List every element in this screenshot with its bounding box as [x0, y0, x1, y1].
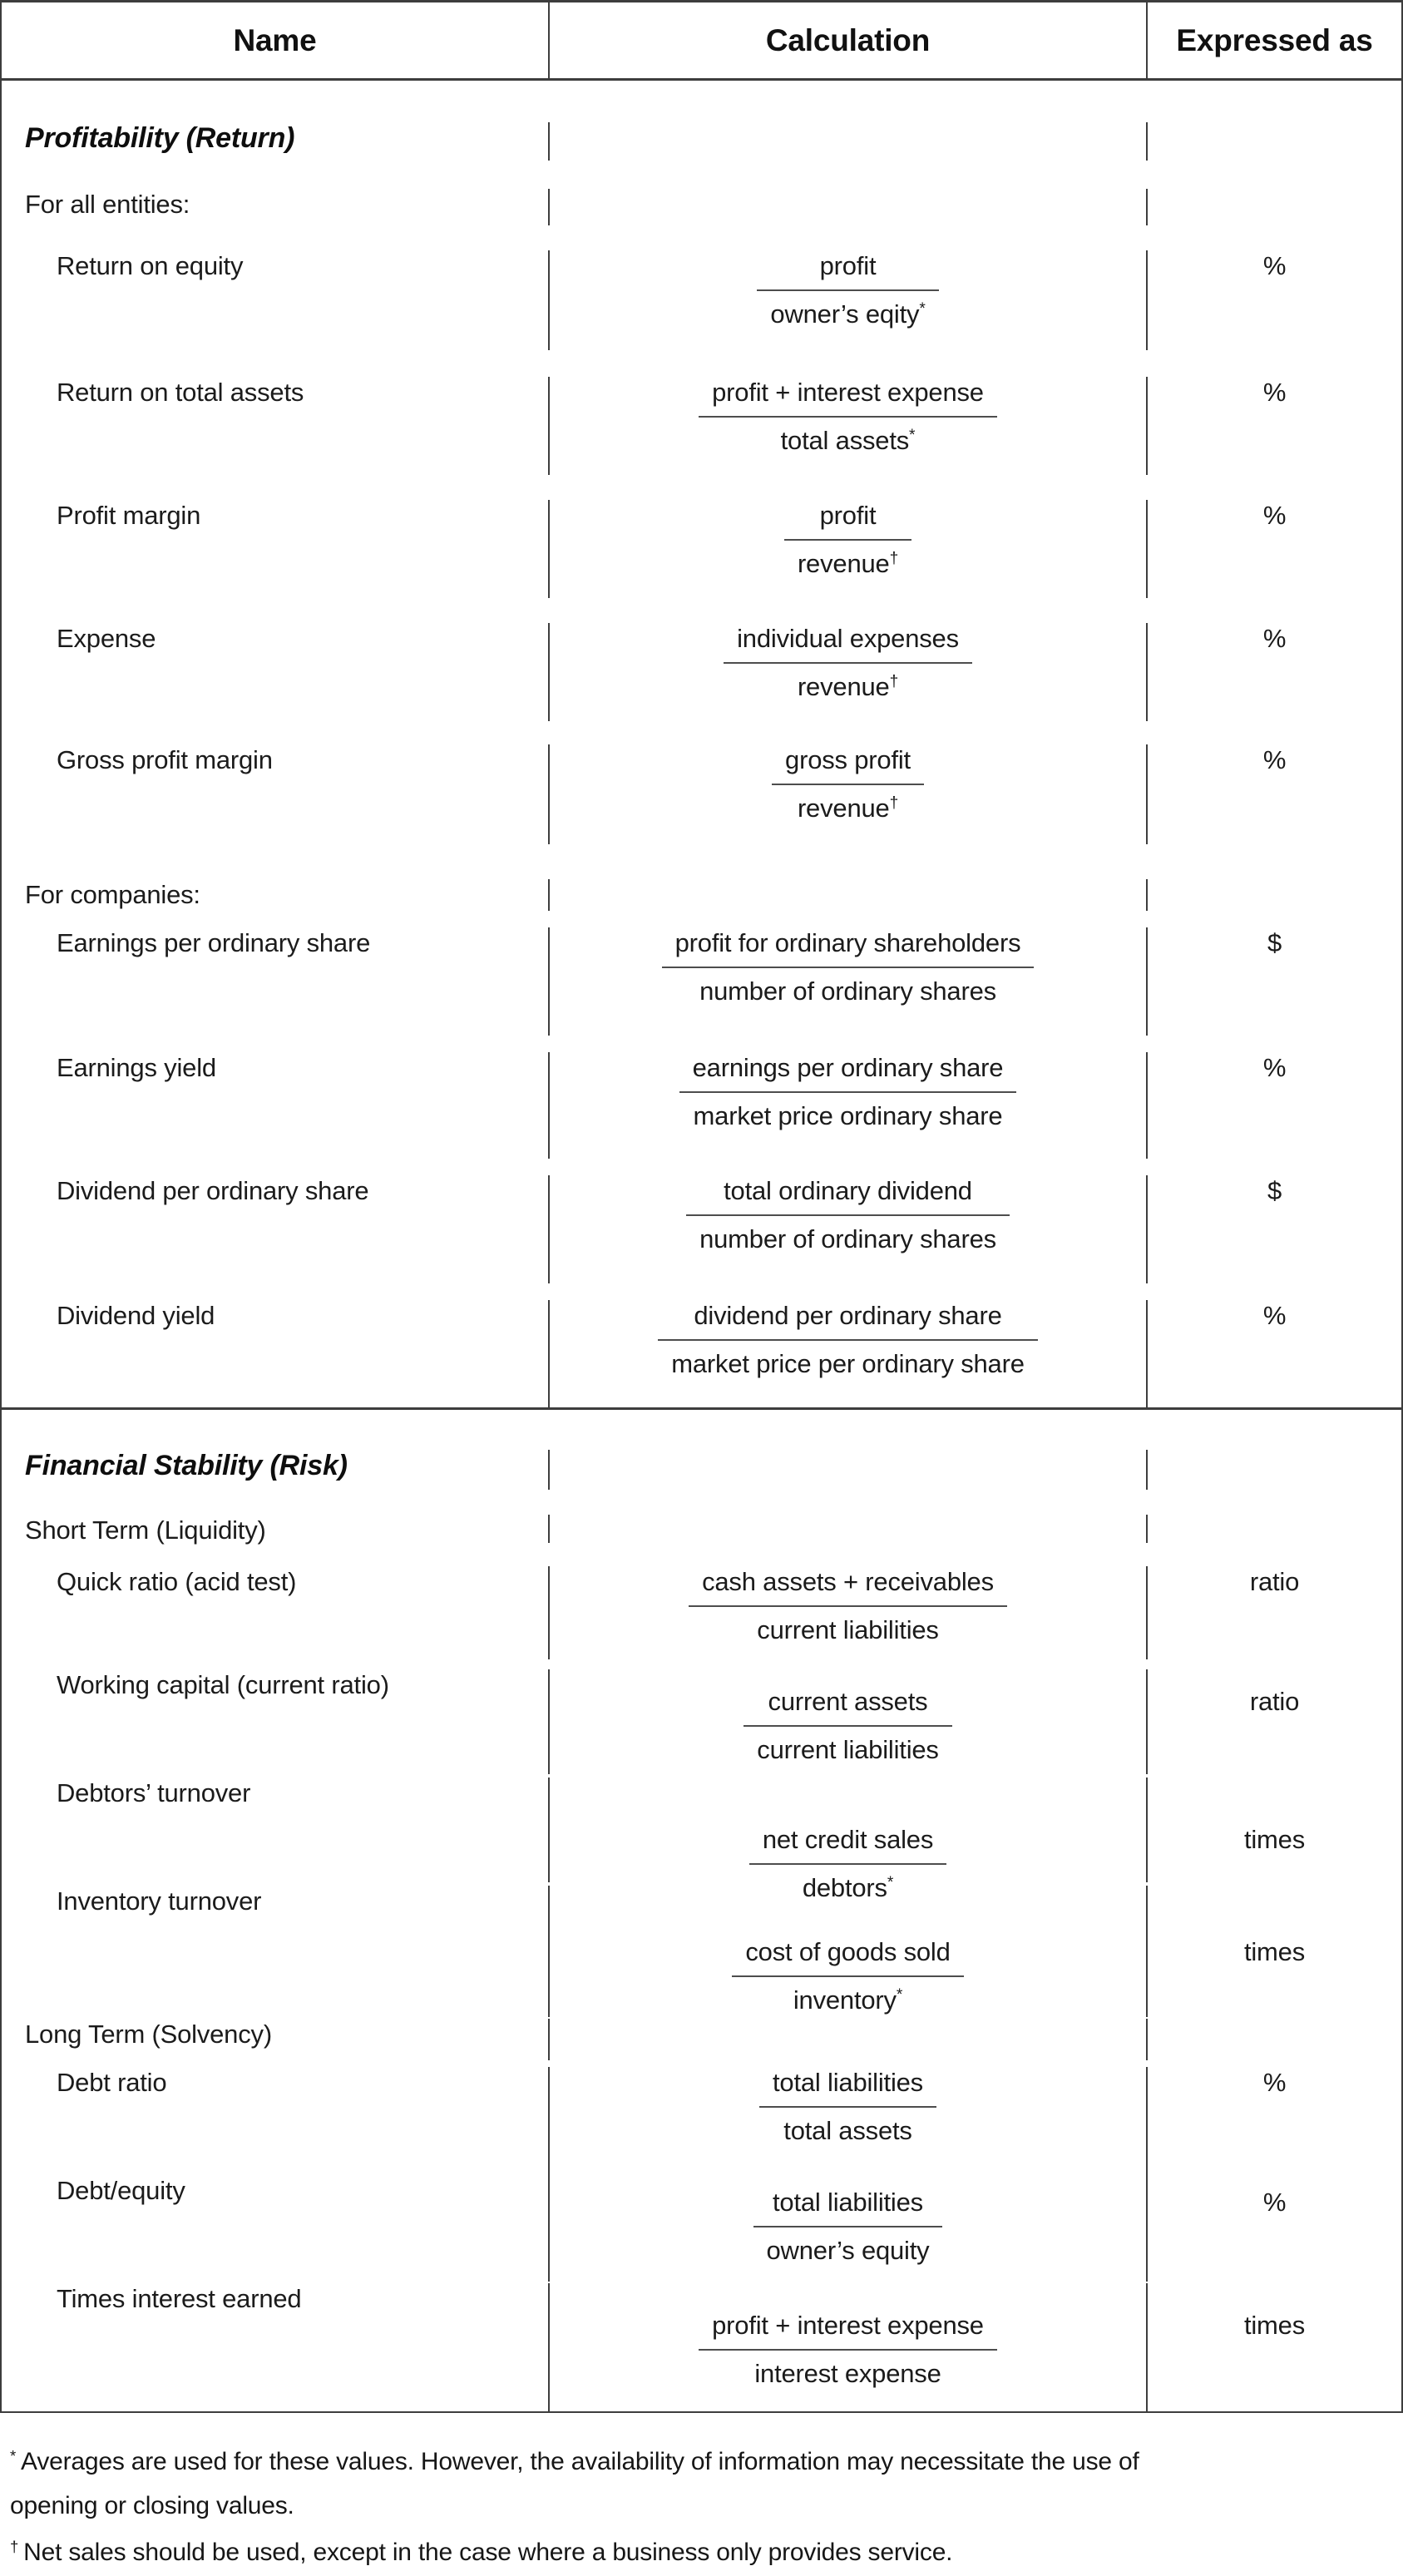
ratio-name: Working capital (current ratio) — [57, 1670, 389, 1699]
ratio-name: Earnings yield — [57, 1053, 216, 1082]
row-debt-equity — [2, 2175, 1401, 2282]
expressed-as-value: times — [1243, 2311, 1306, 2340]
fraction-denominator: interest expense — [754, 2359, 941, 2388]
fraction-denominator: revenue† — [797, 794, 899, 823]
ratio-name: Expense — [57, 624, 156, 653]
column-header-calculation: Calculation — [550, 2, 1148, 78]
footnote-asterisk — [10, 2441, 1233, 2527]
fraction-numerator: cost of goods sold — [732, 1936, 963, 1977]
expressed-as-value: ratio — [1249, 1687, 1300, 1716]
row-earnings-yield — [2, 1036, 1401, 1159]
expressed-as-value: % — [1262, 1053, 1287, 1082]
row-for-companies — [2, 844, 1401, 911]
ratio-name: Dividend yield — [57, 1301, 215, 1330]
column-header-name: Name — [2, 2, 550, 78]
fraction-denominator: current liabilities — [757, 1735, 939, 1764]
fraction-numerator: profit for ordinary shareholders — [662, 927, 1035, 968]
footnotes — [0, 2441, 1403, 2576]
fraction-denominator: inventory* — [793, 1985, 903, 2015]
calculation-fraction — [732, 1936, 963, 2020]
ratio-name: Inventory turnover — [57, 1886, 262, 1916]
row-profitability-return — [2, 81, 1401, 161]
footnote-marker: † — [889, 794, 899, 813]
calculation-fraction — [784, 500, 911, 584]
expressed-as-value: % — [1262, 378, 1287, 407]
ratio-name: Financial Stability (Risk) — [25, 1450, 348, 1481]
row-debt-ratio — [2, 2060, 1401, 2175]
expressed-as-value: $ — [1267, 1176, 1282, 1205]
fraction-numerator: current assets — [743, 1686, 951, 1727]
fraction-denominator: revenue† — [797, 672, 899, 701]
fraction-numerator: profit — [784, 500, 911, 541]
expressed-as-value: % — [1262, 1301, 1287, 1330]
ratio-name: Profitability (Return) — [25, 122, 295, 154]
fraction-denominator: number of ordinary shares — [699, 977, 996, 1006]
fraction-denominator: number of ordinary shares — [699, 1224, 996, 1253]
expressed-as-value: % — [1262, 251, 1287, 280]
footnote-marker: * — [909, 427, 916, 445]
fraction-numerator: total ordinary dividend — [686, 1175, 1010, 1216]
expressed-as-value: $ — [1267, 928, 1282, 957]
fraction-numerator: profit + interest expense — [699, 377, 997, 418]
fraction-numerator: gross profit — [772, 744, 924, 785]
ratio-name: Return on total assets — [57, 378, 304, 407]
ratio-name: Debt/equity — [57, 2176, 185, 2205]
fraction-numerator: dividend per ordinary share — [658, 1300, 1038, 1341]
footnote-text: Averages are used for these values. However, the availability of information may necessitate the use of opening or closing values. — [10, 2448, 1139, 2519]
calculation-fraction — [662, 927, 1035, 1007]
asterisk-marker: * — [10, 2446, 17, 2465]
footnote-marker: * — [919, 300, 926, 319]
fraction-denominator: total assets* — [780, 426, 916, 455]
ratio-name: For all entities: — [25, 190, 190, 219]
ratio-name: Gross profit margin — [57, 745, 273, 774]
calculation-fraction — [743, 1686, 951, 1766]
calculation-fraction — [686, 1175, 1010, 1255]
fraction-numerator: profit — [757, 250, 938, 291]
calculation-fraction — [679, 1052, 1017, 1132]
footnote-marker: * — [887, 1874, 894, 1892]
fraction-denominator: total assets — [783, 2116, 912, 2145]
ratio-name: Return on equity — [57, 251, 244, 280]
ratio-name: For companies: — [25, 880, 200, 909]
footnote-marker: * — [896, 1986, 903, 2005]
calculation-fraction — [759, 2067, 936, 2147]
fraction-numerator: total liabilities — [759, 2067, 936, 2108]
ratio-name: Debt ratio — [57, 2068, 167, 2097]
expressed-as-value: % — [1262, 501, 1287, 530]
row-gross-profit-margin — [2, 721, 1401, 844]
ratio-name: Times interest earned — [57, 2284, 302, 2313]
fraction-numerator: profit + interest expense — [699, 2310, 997, 2351]
footnote-dagger — [10, 2532, 1233, 2576]
row-working-capital-current-ratio — [2, 1659, 1401, 1774]
calculation-fraction — [689, 1566, 1007, 1646]
dagger-marker: † — [10, 2537, 19, 2555]
ratio-name: Earnings per ordinary share — [57, 928, 371, 957]
expressed-as-value: ratio — [1249, 1567, 1300, 1596]
calculation-fraction — [757, 250, 938, 334]
fraction-denominator: debtors* — [802, 1873, 894, 1902]
fraction-numerator: earnings per ordinary share — [679, 1052, 1017, 1093]
row-dividend-per-ordinary-share — [2, 1159, 1401, 1283]
ratio-name: Long Term (Solvency) — [25, 2020, 272, 2049]
ratio-name: Profit margin — [57, 501, 201, 530]
calculation-fraction — [699, 2310, 997, 2390]
row-quick-ratio-acid-test — [2, 1543, 1401, 1659]
footnote-marker: † — [889, 550, 899, 568]
ratio-name: Short Term (Liquidity) — [25, 1515, 266, 1545]
row-short-term-liquidity — [2, 1490, 1401, 1543]
fraction-denominator: revenue† — [797, 549, 899, 578]
expressed-as-value: % — [1262, 2068, 1287, 2097]
fraction-denominator: market price ordinary share — [693, 1101, 1003, 1130]
expressed-as-value: % — [1262, 745, 1287, 774]
column-header-expressed-as: Expressed as — [1176, 22, 1373, 57]
fraction-numerator: net credit sales — [749, 1824, 946, 1865]
row-times-interest-earned — [2, 2282, 1401, 2411]
fraction-denominator: owner’s eqity* — [770, 299, 926, 329]
row-for-all-entities — [2, 161, 1401, 225]
row-profit-margin — [2, 475, 1401, 598]
fraction-numerator: cash assets + receivables — [689, 1566, 1007, 1607]
footnote-marker: † — [889, 673, 899, 691]
ratio-name: Dividend per ordinary share — [57, 1176, 369, 1205]
row-inventory-turnover — [2, 1882, 1401, 2017]
row-dividend-yield — [2, 1283, 1401, 1407]
fraction-numerator: total liabilities — [753, 2187, 943, 2227]
fraction-denominator: current liabilities — [757, 1615, 939, 1644]
expressed-as-value: % — [1262, 2188, 1287, 2217]
ratio-name: Quick ratio (acid test) — [57, 1567, 297, 1596]
calculation-fraction — [699, 377, 997, 461]
calculation-fraction — [753, 2187, 943, 2267]
row-long-term-solvency — [2, 2017, 1401, 2060]
calculation-fraction — [658, 1300, 1038, 1380]
row-earnings-per-ordinary-share — [2, 911, 1401, 1036]
expressed-as-value: times — [1243, 1825, 1306, 1854]
footnote-text: Net sales should be used, except in the case where a business only provides service. — [23, 2539, 953, 2566]
section-profitability — [2, 81, 1401, 1407]
row-expense — [2, 598, 1401, 721]
fraction-numerator: individual expenses — [724, 623, 972, 664]
table-header-row — [2, 2, 1401, 81]
ratio-name: Debtors’ turnover — [57, 1778, 251, 1807]
expressed-as-value: % — [1262, 624, 1287, 653]
fraction-denominator: owner’s equity — [766, 2236, 930, 2265]
calculation-fraction — [724, 623, 972, 707]
row-return-on-equity — [2, 225, 1401, 350]
row-return-on-total-assets — [2, 350, 1401, 475]
fraction-denominator: market price per ordinary share — [671, 1349, 1025, 1378]
row-financial-stability-risk — [2, 1410, 1401, 1490]
section-financial-stability — [2, 1407, 1401, 2411]
calculation-fraction — [772, 744, 924, 828]
expressed-as-value: times — [1243, 1937, 1306, 1966]
